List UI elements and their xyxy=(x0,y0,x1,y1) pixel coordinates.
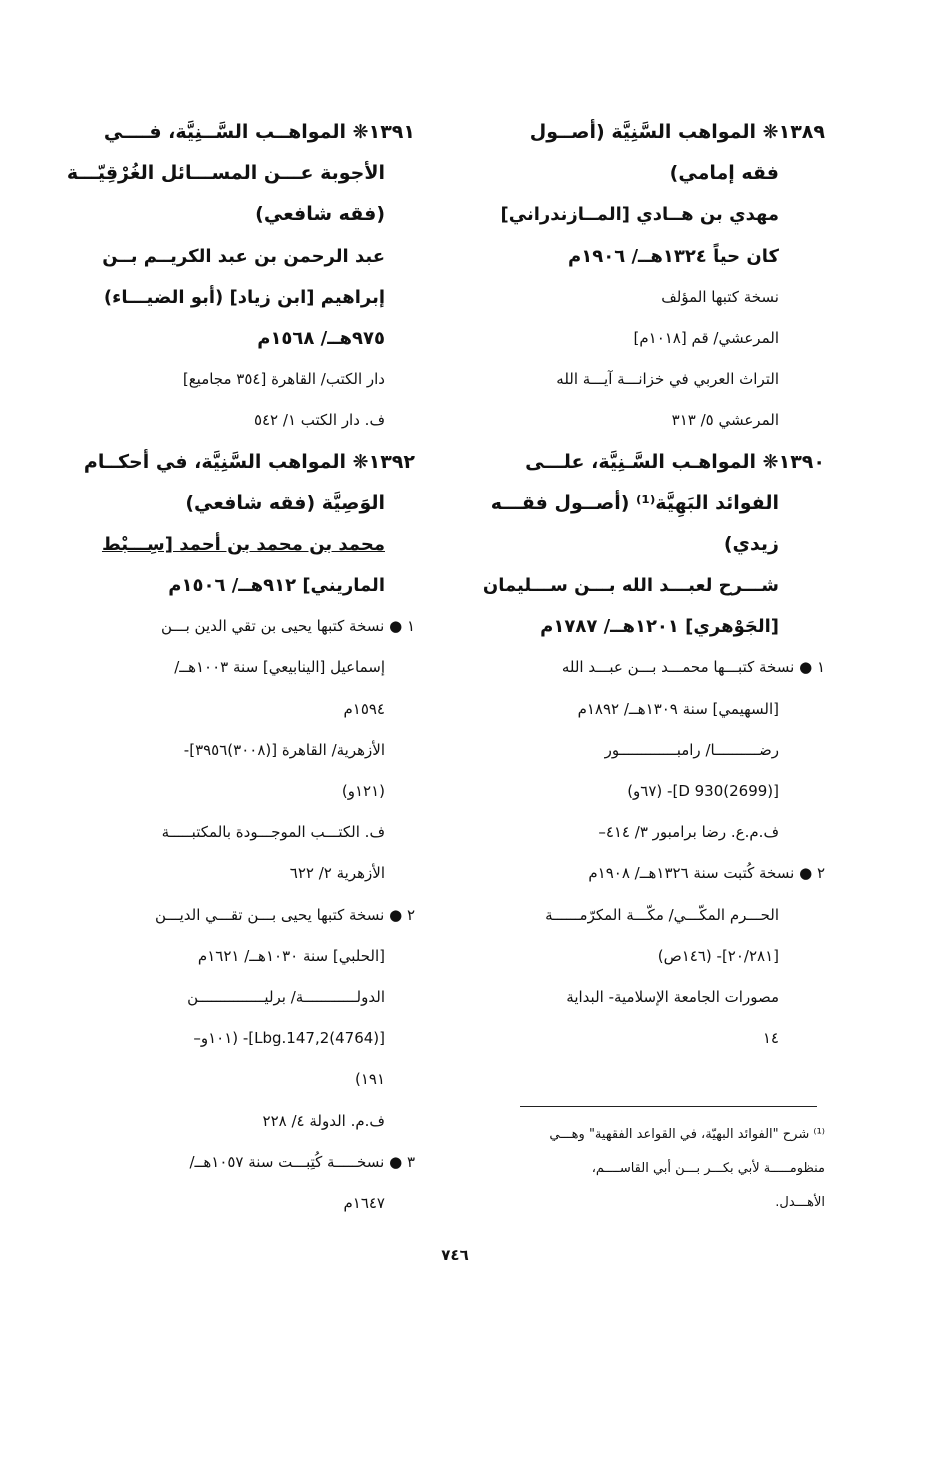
right-column-line: نسخة كتبها المؤلف xyxy=(661,287,779,306)
left-column-line: ٢ ● نسخة كتبها يحيى بـــن تقـــي الديـــن xyxy=(155,905,415,924)
left-column-line: دار الكتب/ القاهرة [٣٥٤ مجاميع] xyxy=(182,370,385,389)
right-column-line: ٢ ● نسخة كُتبت سنة ١٣٢٦هــ/ ١٩٠٨م xyxy=(588,864,825,883)
left-column-line: ١٣٩١❋ المواهــب السَّــنِيَّة، فــــي xyxy=(103,121,415,143)
footnote-line: منظومـــــة لأبي بكـــر بـــن أبي القاســــم، xyxy=(591,1161,825,1176)
right-column-line: الحـــرم المكّـــي/ مكّـــة المكرّمــــــة xyxy=(545,905,779,924)
right-column-line: فقه إمامي) xyxy=(669,162,779,185)
footnote-line: الأهـــدل. xyxy=(775,1195,825,1210)
right-column-line: ١ ● نسخة كتبـــها محمـــد بـــن عبـــد الله xyxy=(561,658,825,677)
left-column-line: ١٥٩٤م xyxy=(343,699,385,718)
left-column-line: ١٩١) xyxy=(354,1070,385,1089)
footnote-separator xyxy=(520,1106,817,1107)
left-column-line: الأجوبة عـــن المســـائل الغُرْقِيّـــة xyxy=(66,162,385,185)
right-column-line: زيدي) xyxy=(723,532,779,555)
left-column-line: ٩٧٥هــ/ ١٥٦٨م xyxy=(257,327,385,349)
right-column-line: ١٣٩٠❋ المواهـب السَّـنِيَّة، علـــى xyxy=(525,450,825,473)
right-column-line: [٢٠/٢٨١]- (١٤٦ص) xyxy=(657,946,779,965)
right-column-line: رضــــــــــا/ رامبـــــــــــــور xyxy=(604,740,779,759)
left-column-line: ف. الكتـــب الموجـــودة بالمكتبـــــة xyxy=(161,823,385,842)
left-column-line: الأزهرية ٢/ ٦٢٢ xyxy=(289,864,385,883)
right-column-line: المرعشي ٥/ ٣١٣ xyxy=(671,411,779,430)
right-column-line: [السهيمي] سنة ١٣٠٩هــ/ ١٨٩٢م xyxy=(577,699,779,718)
right-column-line: [الجَوْهري] ١٢٠١هــ/ ١٧٨٧م xyxy=(540,616,779,638)
left-column-line: إبراهيم [ابن زياد] (أبو الضيـــاء) xyxy=(103,286,385,308)
left-column-line: الماريني] ٩١٢هــ/ ١٥٠٦م xyxy=(168,575,385,597)
right-column-line: المرعشي/ قم [١٠١٨م] xyxy=(633,328,779,347)
right-column-line: ف.م.ع. رضا برامبور ٣/ ٤١٤– xyxy=(598,823,779,842)
right-column-line: مصورات الجامعة الإسلامية- البداية xyxy=(566,987,779,1006)
left-column-line: الوَصِيَّة (فقه شافعي) xyxy=(185,491,385,514)
left-column-line: (فقه شافعي) xyxy=(255,203,385,226)
left-column xyxy=(66,112,415,1224)
left-column-line: (١٢١و) xyxy=(341,782,385,800)
left-column-line: ١٦٤٧م xyxy=(343,1193,385,1212)
right-column-line: الفوائد البَهِيَّة⁽¹⁾ (أصــول فقـــه xyxy=(490,491,779,514)
left-column-line: ف.م. الدولة ٤/ ٢٢٨ xyxy=(262,1111,385,1130)
left-column-line: [Lbg.147,2(4764)]- (١٠١و– xyxy=(193,1029,385,1048)
left-column-line: إسماعيل [الينابيعي] سنة ١٠٠٣هــ/ xyxy=(174,658,385,677)
right-column-line: مهدي بن هــادي [المــازندراني] xyxy=(500,204,779,226)
left-column-line: الأزهرية/ القاهرة [(٣٠٠٨)٣٩٥٦]- xyxy=(183,740,385,759)
footnote-line: ⁽¹⁾ شرح "الفوائد البهيّة، في القواعد الفقهية" وهـــي xyxy=(549,1127,825,1142)
right-column-line: ١٣٨٩❋ المواهب السَّنِيَّة (أصــول xyxy=(529,121,825,143)
left-column-line: ١ ● نسخة كتبها يحيى بن تقي الدين بـــن xyxy=(161,617,415,636)
left-column-line: عبد الرحمن بن عبد الكريــم بــن xyxy=(102,245,385,267)
right-column-line: شـــرح لعبـــد الله بـــن ســـليمان xyxy=(482,575,779,597)
left-column-line: ٣ ● نسخـــــة كُتِبـــت سنة ١٠٥٧هــ/ xyxy=(189,1152,415,1171)
right-column-line: [D 930(2699)]- (٦٧و) xyxy=(627,782,779,800)
left-column-line: ف. دار الكتب ١/ ٥٤٢ xyxy=(253,411,385,430)
footnotes xyxy=(525,1118,825,1220)
right-column-line: التراث العربي في خزانـــة آيـــة الله xyxy=(556,370,779,389)
left-column-line: محمد بن محمد بن أحمد [سِـــبْط xyxy=(101,533,385,555)
right-column xyxy=(482,112,825,1059)
right-column-line: كان حياً ١٣٢٤هــ/ ١٩٠٦م xyxy=(568,245,779,267)
left-column-line: ١٣٩٢❋ المواهب السَّنِيَّة، في أحكــام xyxy=(83,450,415,473)
right-column-line: ١٤ xyxy=(762,1029,779,1048)
page-number: ٧٤٦ xyxy=(441,1246,469,1264)
left-column-line: الدولــــــــــــة/ برليـــــــــــــــن xyxy=(187,987,385,1006)
left-column-line: [الحلبي] سنة ١٠٣٠هــ/ ١٦٢١م xyxy=(197,946,385,965)
